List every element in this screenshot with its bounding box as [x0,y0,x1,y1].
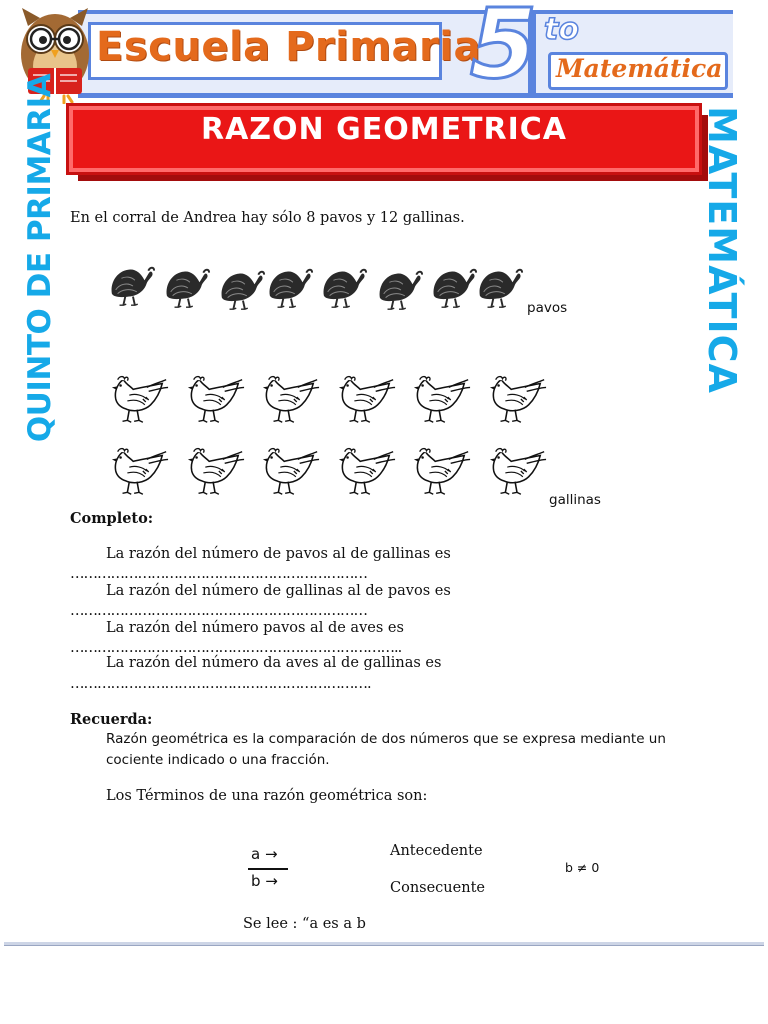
side-label-subject: MATEMÁTICA [700,106,744,394]
page-title: RAZON GEOMETRICA [200,112,568,147]
grade-suffix: to [544,12,579,47]
terms-intro: Los Términos de una razón geométrica son: [106,788,428,804]
turkey-icon [218,268,266,312]
answer-line[interactable]: ……………………………………………………………….. [70,640,402,656]
hen-icon [486,444,548,500]
consecuente-label: Consecuente [390,880,485,896]
hen-icon [335,372,397,428]
hen-icon [259,444,321,500]
denominator-condition: b ≠ 0 [565,860,600,875]
turkey-icon [320,266,368,310]
exercise-question: La razón del número da aves al de gallinas es [106,655,442,671]
hen-icon [259,372,321,428]
hen-icon [486,372,548,428]
recuerda-heading: Recuerda: [70,711,153,728]
exercise-question: La razón del número de gallinas al de pavos es [106,583,451,599]
antecedente-label: Antecedente [390,843,483,859]
turkey-icon [266,266,314,310]
answer-line[interactable]: ………………………………………………………… [70,603,367,619]
definition-line-1: Razón geométrica es la comparación de dos números que se expresa mediante un [106,731,666,747]
grade-number: 5 [470,0,537,100]
turkey-icon [163,266,211,310]
definition-line-2: cociente indicado o una fracción. [106,752,330,768]
answer-line[interactable]: ………………………………………………………… [70,566,367,582]
reading-text: Se lee : “a es a b [243,916,366,932]
intro-text: En el corral de Andrea hay sólo 8 pavos y 12 gallinas. [70,210,465,226]
turkey-icon [430,266,478,310]
hen-label: gallinas [549,492,601,508]
fraction-bar [248,868,288,870]
turkey-icon [108,264,156,308]
hen-icon [184,372,246,428]
hen-icon [184,444,246,500]
hen-icon [108,444,170,500]
turkey-icon [376,268,424,312]
side-label-grade: QUINTO DE PRIMARIA [22,73,58,443]
fraction-numerator: a → [251,845,278,863]
answer-line[interactable]: …………………………………………………………. [70,676,371,692]
bottom-divider [4,942,764,946]
subject-title: Matemática [556,54,723,83]
fraction-denominator: b → [251,872,278,890]
exercise-question: La razón del número pavos al de aves es [106,620,404,636]
hen-icon [108,372,170,428]
hen-icon [410,372,472,428]
school-name: Escuela Primaria [96,24,481,70]
hen-icon [335,444,397,500]
exercise-heading: Completo: [70,510,154,527]
turkey-label: pavos [527,300,568,316]
turkey-icon [476,266,524,310]
hen-icon [410,444,472,500]
exercise-question: La razón del número de pavos al de gallinas es [106,546,451,562]
